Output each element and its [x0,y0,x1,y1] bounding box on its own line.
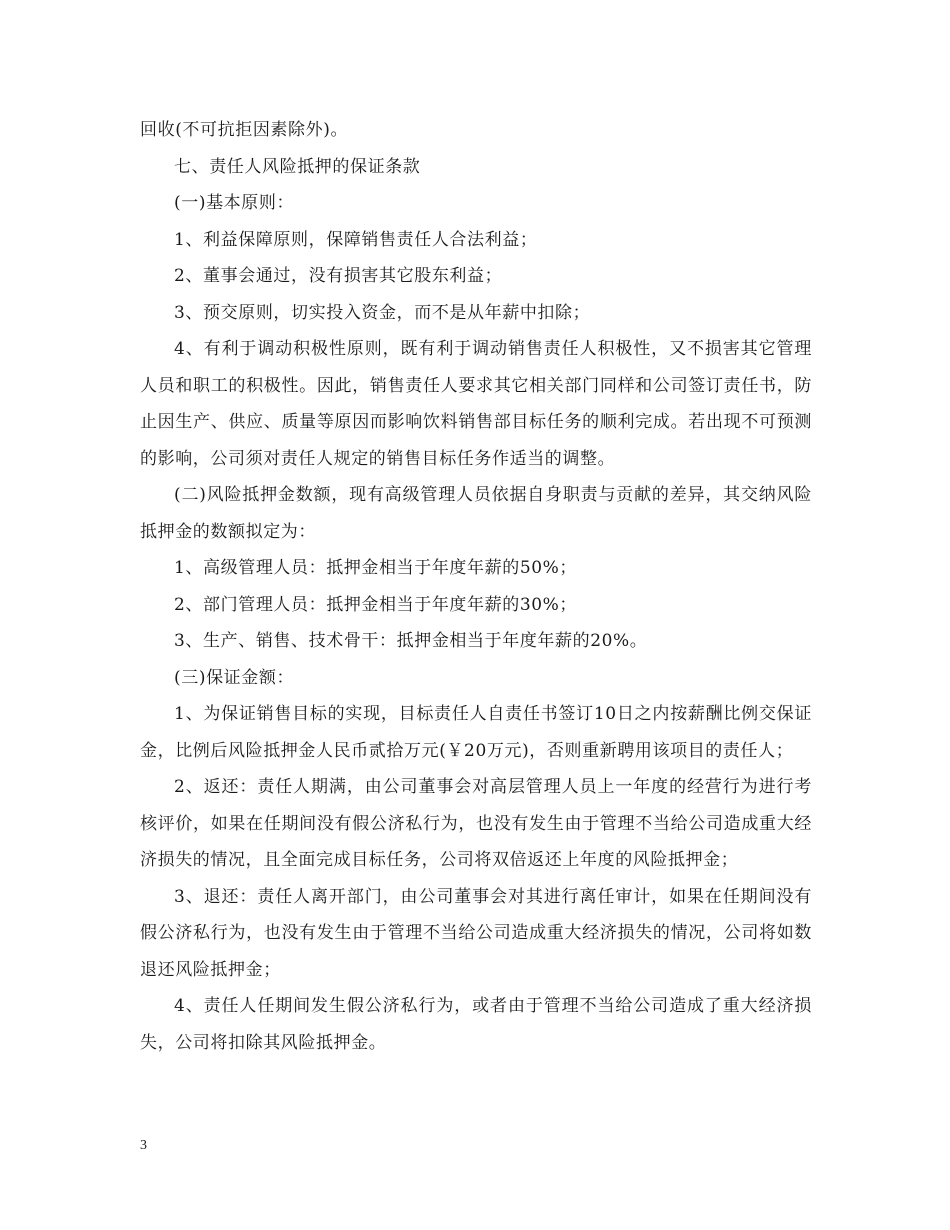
paragraph-continuation: 回收(不可抗拒因素除外)。 [140,120,349,140]
list-item-guarantee-4: 4、责任人任期间发生假公济私行为，或者由于管理不当给公司造成了重大经济损失，公司将扣除其风险抵押金。 [140,996,812,1053]
list-item-guarantee-1: 1、为保证销售目标的实现，目标责任人自责任书签订10日之内按薪酬比例交保证金，比例后风险抵押金人民币贰拾万元(￥20万元)，否则重新聘用该项目的责任人； [140,704,812,761]
list-item-guarantee-3: 3、退还：责任人离开部门，由公司董事会对其进行离任审计，如果在任期间没有假公济私行为，也没有发生由于管理不当给公司造成重大经济损失的情况，公司将如数退还风险抵押金； [140,886,812,980]
list-item-principle-4: 4、有利于调动积极性原则，既有利于调动销售责任人积极性，又不损害其它管理人员和职工的积极性。因此，销售责任人要求其它相关部门同样和公司签订责任书，防止因生产、供应、质量等原因而影响饮料销售部目标任务的顺利完成。若出现不可预测的影响，公司须对责任人规定的销售目标任务作适当的调整。 [140,339,812,469]
list-item-guarantee-2: 2、返还：责任人期满，由公司董事会对高层管理人员上一年度的经营行为进行考核评价，如果在任期间没有假公济私行为，也没有发生由于管理不当给公司造成重大经济损失的情况，且全面完成目标任务，公司将双倍返还上年度的风险抵押金； [140,777,812,870]
list-item-deposit-2: 2、部门管理人员：抵押金相当于年度年薪的30%； [174,594,577,615]
document-body [140,112,812,1061]
page-number: 3 [140,1138,147,1153]
list-item-principle-3: 3、预交原则，切实投入资金，而不是从年薪中扣除； [174,302,591,323]
list-item-deposit-1: 1、高级管理人员：抵押金相当于年度年薪的50%； [174,558,577,578]
list-item-principle-2: 2、董事会通过，没有损害其它股东利益； [174,266,503,286]
subsection-heading-basic-principles: (一)基本原则： [174,193,295,213]
subsection-heading-guarantee-amount: (三)保证金额： [174,667,295,688]
list-item-principle-1: 1、利益保障原则，保障销售责任人合法利益； [174,229,538,250]
subsection-heading-deposit-amount: (二)风险抵押金数额，现有高级管理人员依据自身职责与贡献的差异，其交纳风险抵押金的数额拟定为： [140,485,812,542]
section-heading-seven: 七、责任人风险抵押的保证条款 [174,156,421,177]
list-item-deposit-3: 3、生产、销售、技术骨干：抵押金相当于年度年薪的20%。 [174,631,648,651]
